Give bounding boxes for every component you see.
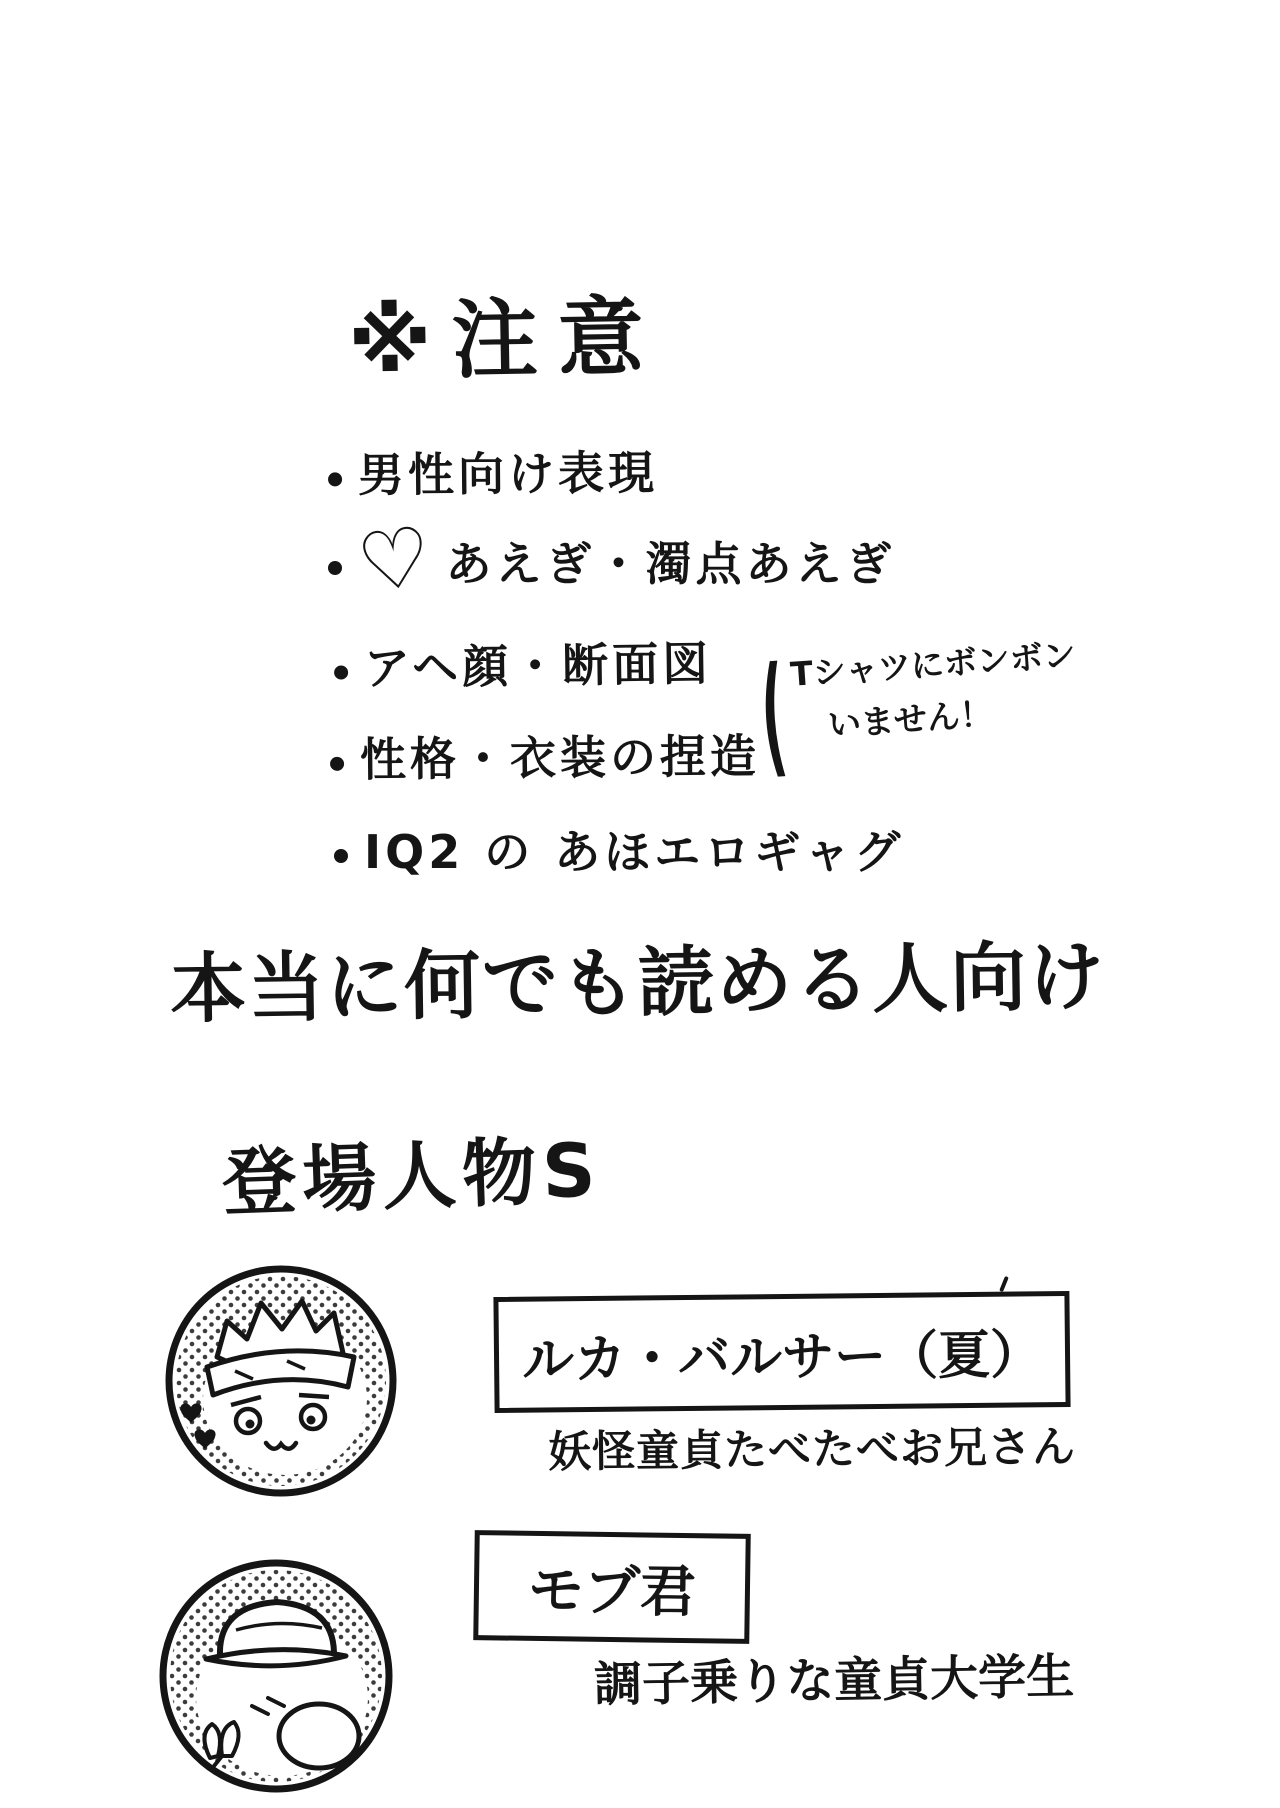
warning-item-ahegao	[334, 627, 713, 698]
bandana-boy-avatar	[163, 1263, 400, 1500]
character-name-box	[473, 1530, 751, 1644]
costume-note-line2: いません！	[826, 693, 995, 745]
warning-item-iq2-gag	[334, 816, 904, 882]
warning-text: 性格・衣装の捏造	[359, 729, 761, 787]
warning-item-male-oriented	[328, 437, 659, 506]
warning-text: IQ2 の あほエロギャグ	[364, 825, 905, 879]
tagline: 本当に何でも読める人向け	[169, 931, 1107, 1034]
bullet-dot-icon	[334, 849, 348, 863]
warning-item-moaning	[328, 508, 896, 613]
character-description: 妖怪童貞たべたべお兄さん	[547, 1422, 1077, 1478]
character-description: 調子乗りな童貞大学生	[593, 1648, 1075, 1714]
bullet-dot-icon	[330, 757, 344, 771]
warning-text: 男性向け表現	[357, 445, 659, 503]
page-title: ※注意	[347, 286, 665, 393]
character-name-box	[493, 1291, 1070, 1413]
cap-boy-avatar	[156, 1556, 396, 1796]
bullet-dot-icon	[334, 665, 348, 679]
character-name: モブ君	[527, 1557, 697, 1626]
costume-note-lines	[789, 629, 1082, 754]
warning-item-fabrication	[330, 720, 761, 790]
stray-ink-mark	[999, 1276, 1009, 1292]
character-name: ルカ・バルサー（夏）	[521, 1324, 1043, 1391]
characters-heading: 登場人物S	[220, 1127, 603, 1227]
bullet-dot-icon	[328, 561, 342, 575]
costume-note	[756, 621, 1081, 793]
bullet-dot-icon	[328, 472, 342, 486]
warning-text: アヘ顔・断面図	[363, 636, 713, 696]
costume-note-line1: Tシャツにボンボン	[789, 635, 1077, 694]
open-paren: (	[756, 641, 791, 793]
warning-text: あえぎ・濁点あえぎ	[445, 537, 896, 591]
heart-icon: ♡	[351, 508, 442, 613]
